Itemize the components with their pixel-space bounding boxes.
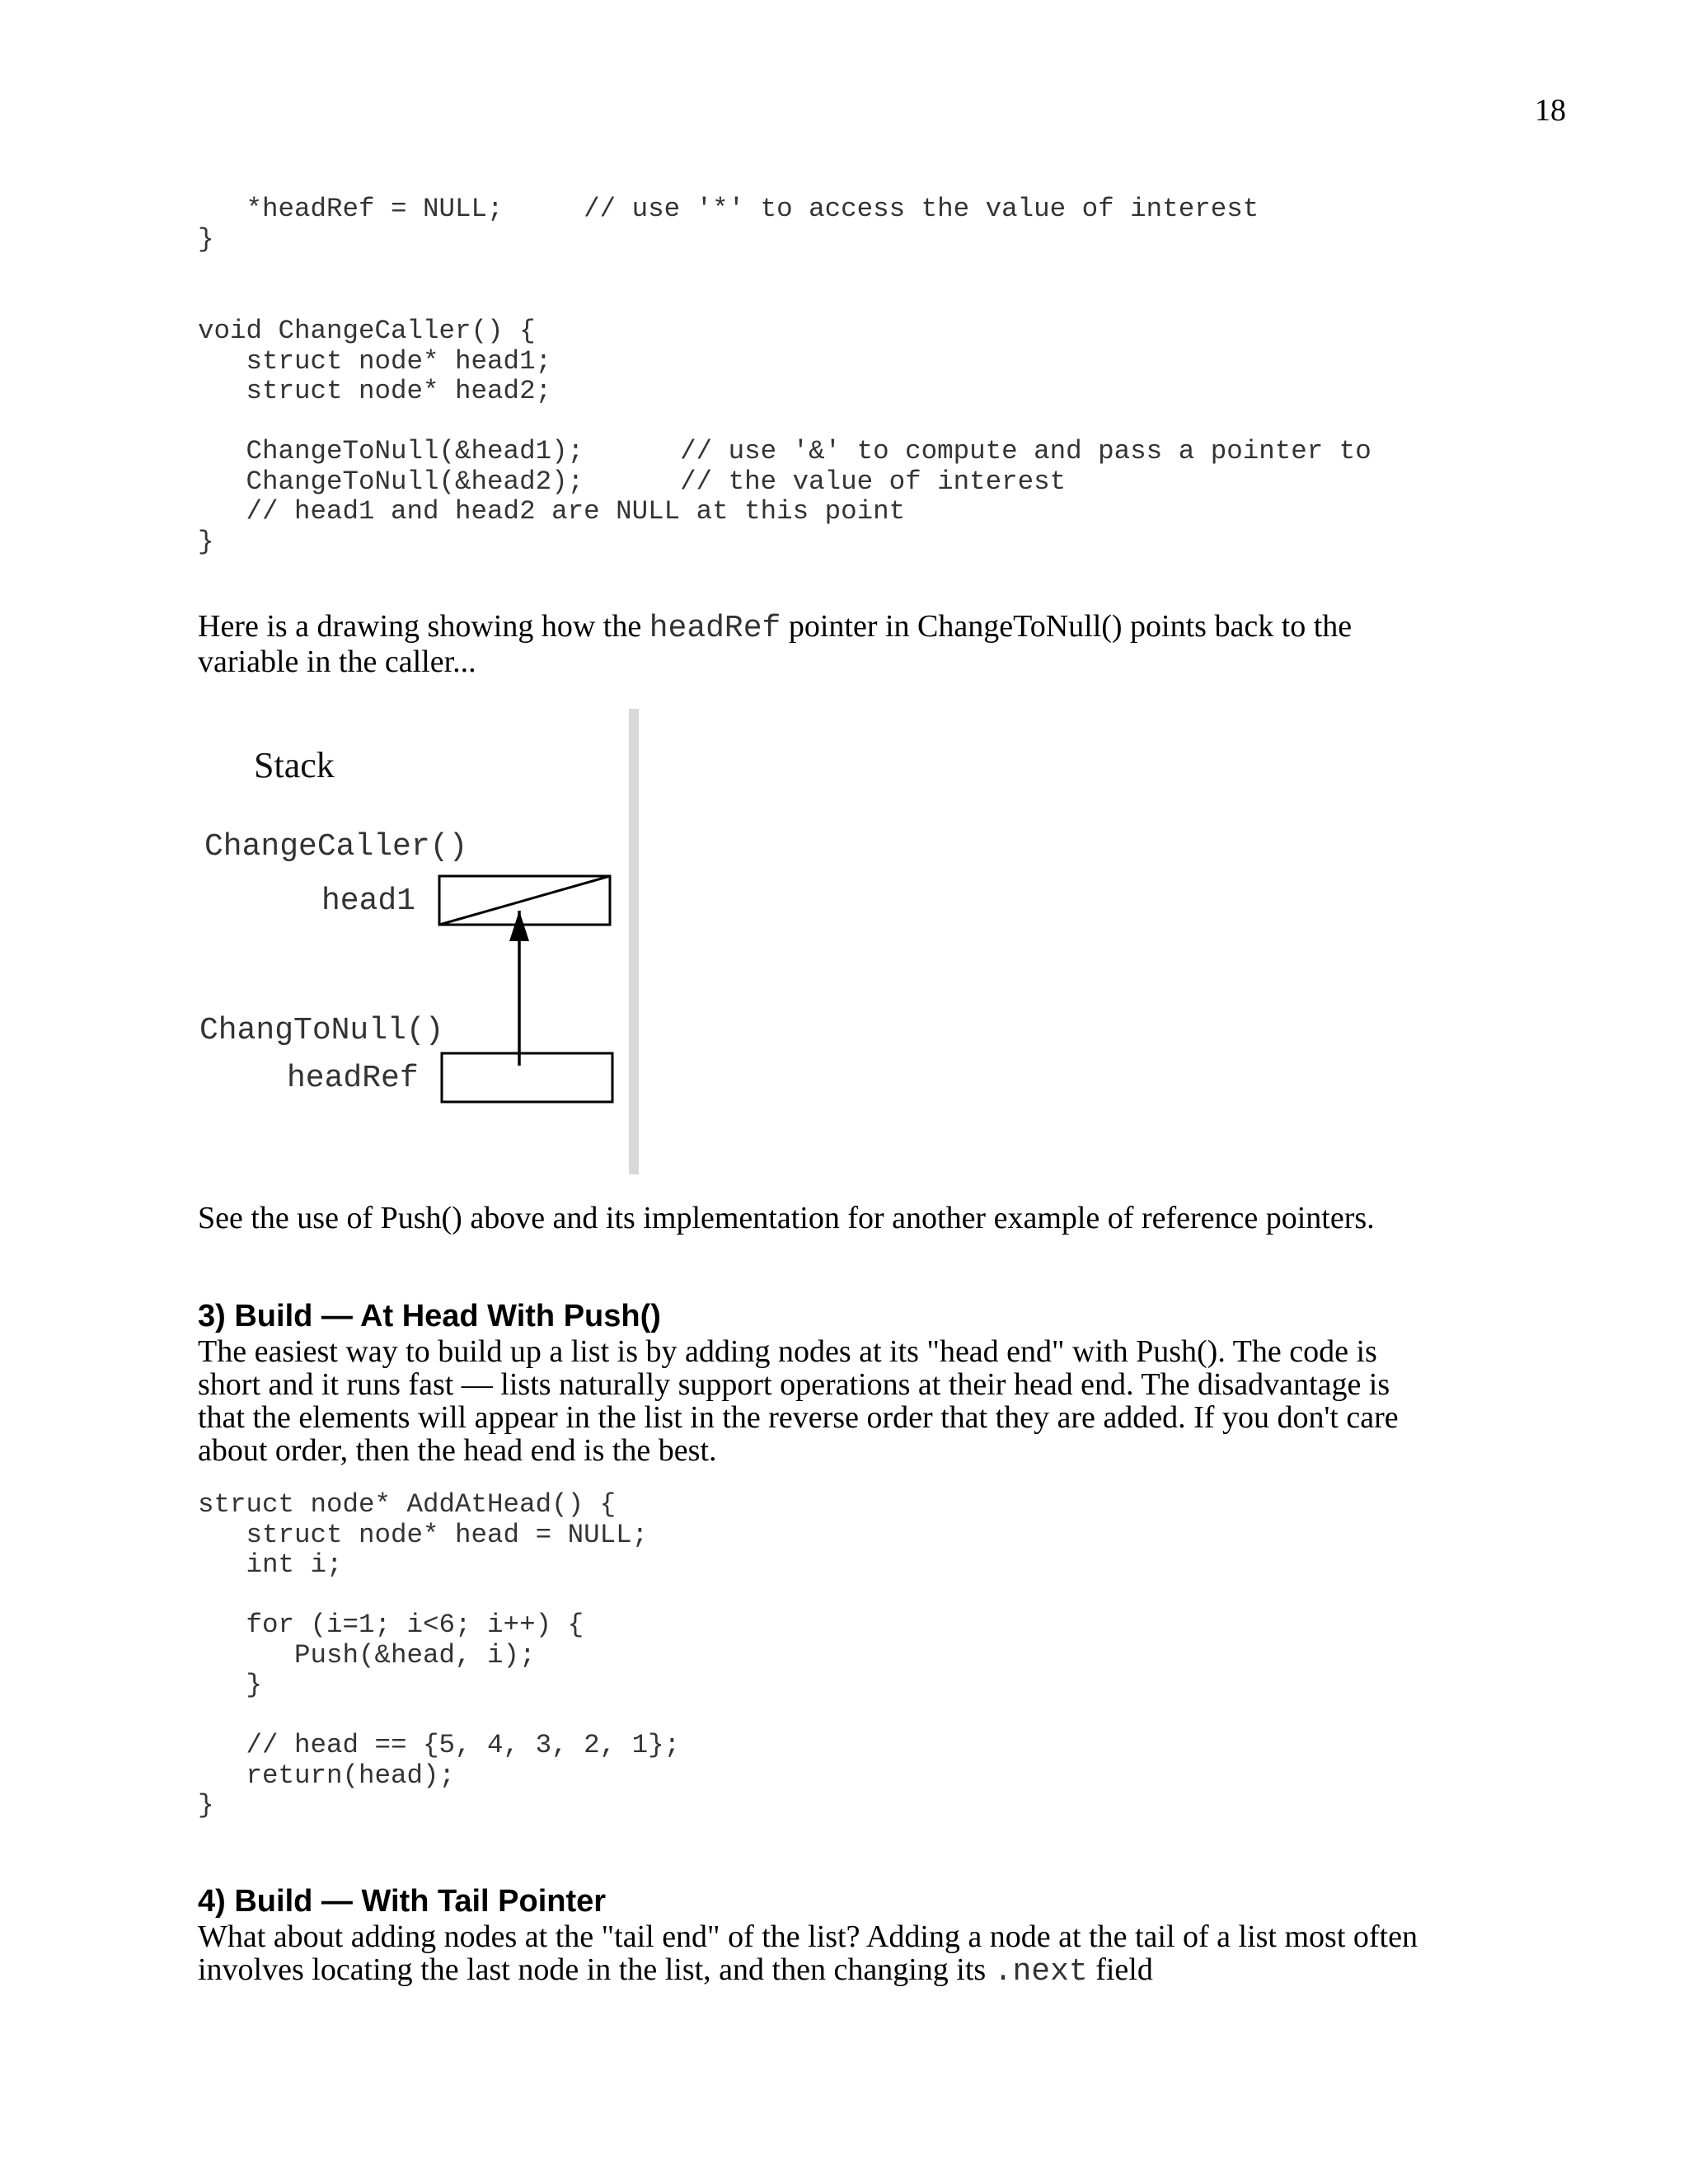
code-line: } [198,1790,214,1821]
code-line [198,407,1372,438]
headref-box [442,1053,612,1102]
code-line: struct node* head = NULL; [198,1519,649,1550]
code-line [198,1701,680,1732]
paragraph-push-reference: See the use of Push() above and its implementation for another example of reference pointers. [198,1201,1375,1235]
code-line: struct node* head2; [198,376,552,406]
code-line: ChangeToNull(&head2); // the value of interest [198,466,1067,497]
section-4-body [198,1920,1418,1989]
code-line: // head1 and head2 are NULL at this point [198,496,906,527]
code-line: // head == {5, 4, 3, 2, 1}; [198,1730,681,1760]
code-line: struct node* AddAtHead() { [198,1489,617,1520]
code-line: *headRef = NULL; // use '*' to access the value of interest [198,194,1259,224]
section-4-heading [198,1884,606,1919]
code-line: return(head); [198,1760,456,1791]
section-4-number: 4) [198,1884,226,1919]
code-line: Push(&head, i); [198,1639,536,1671]
code-line: for (i=1; i<6; i++) { [198,1610,584,1640]
code-line: int i; [198,1549,343,1580]
frame-label-chang-to-null: ChangToNull() [199,1013,444,1048]
section-3-title: Build — At Head With Push() [234,1299,661,1333]
code-line: void ChangeCaller() { [198,316,536,346]
section-3-number: 3) [198,1299,226,1333]
paragraph-headref-drawing [198,610,1418,678]
inline-code-headref: headRef [649,611,781,646]
section-3-body: The easiest way to build up a list is by adding nodes at its "head end" with Push(). The code is short and it runs fast — lists naturally support operations at their head end. The disadvantage is that the elements will appear in the list in the reverse order that they are added. If you don't care about order, then the head end is the best. [198,1334,1399,1468]
section-3-heading [198,1299,661,1333]
frame-label-change-caller: ChangeCaller() [204,829,468,865]
variable-label-headref: headRef [287,1061,419,1096]
paragraph-text-after: pointer in ChangeToNull() points back to the variable in the caller... [198,609,1353,679]
code-block-add-at-head [198,1490,680,1821]
stack-diagram [190,709,651,1187]
page-number: 18 [1535,93,1566,128]
paragraph-text-before: Here is a drawing showing how the [198,609,649,644]
section-4-body-after: field [1087,1952,1153,1987]
code-block-change-to-null-end [198,194,1259,255]
code-block-change-caller [198,316,1372,557]
code-line: } [198,223,214,255]
diagram-title: Stack [254,745,335,785]
code-line: ChangeToNull(&head1); // use '&' to compute and pass a pointer to [198,436,1372,466]
variable-label-head1: head1 [321,883,416,919]
code-line: struct node* head1; [198,345,552,377]
code-line: } [198,1670,263,1700]
section-4-body-before: What about adding nodes at the "tail end" of the list? Adding a node at the tail of a list most often involves locating the last node in the list, and then changing its [198,1919,1418,1987]
code-line [198,1581,680,1611]
section-4-title: Build — With Tail Pointer [234,1884,607,1919]
diagram-divider-bar [629,709,639,1174]
code-line: } [198,526,214,557]
inline-code-next: .next [993,1954,1088,1990]
